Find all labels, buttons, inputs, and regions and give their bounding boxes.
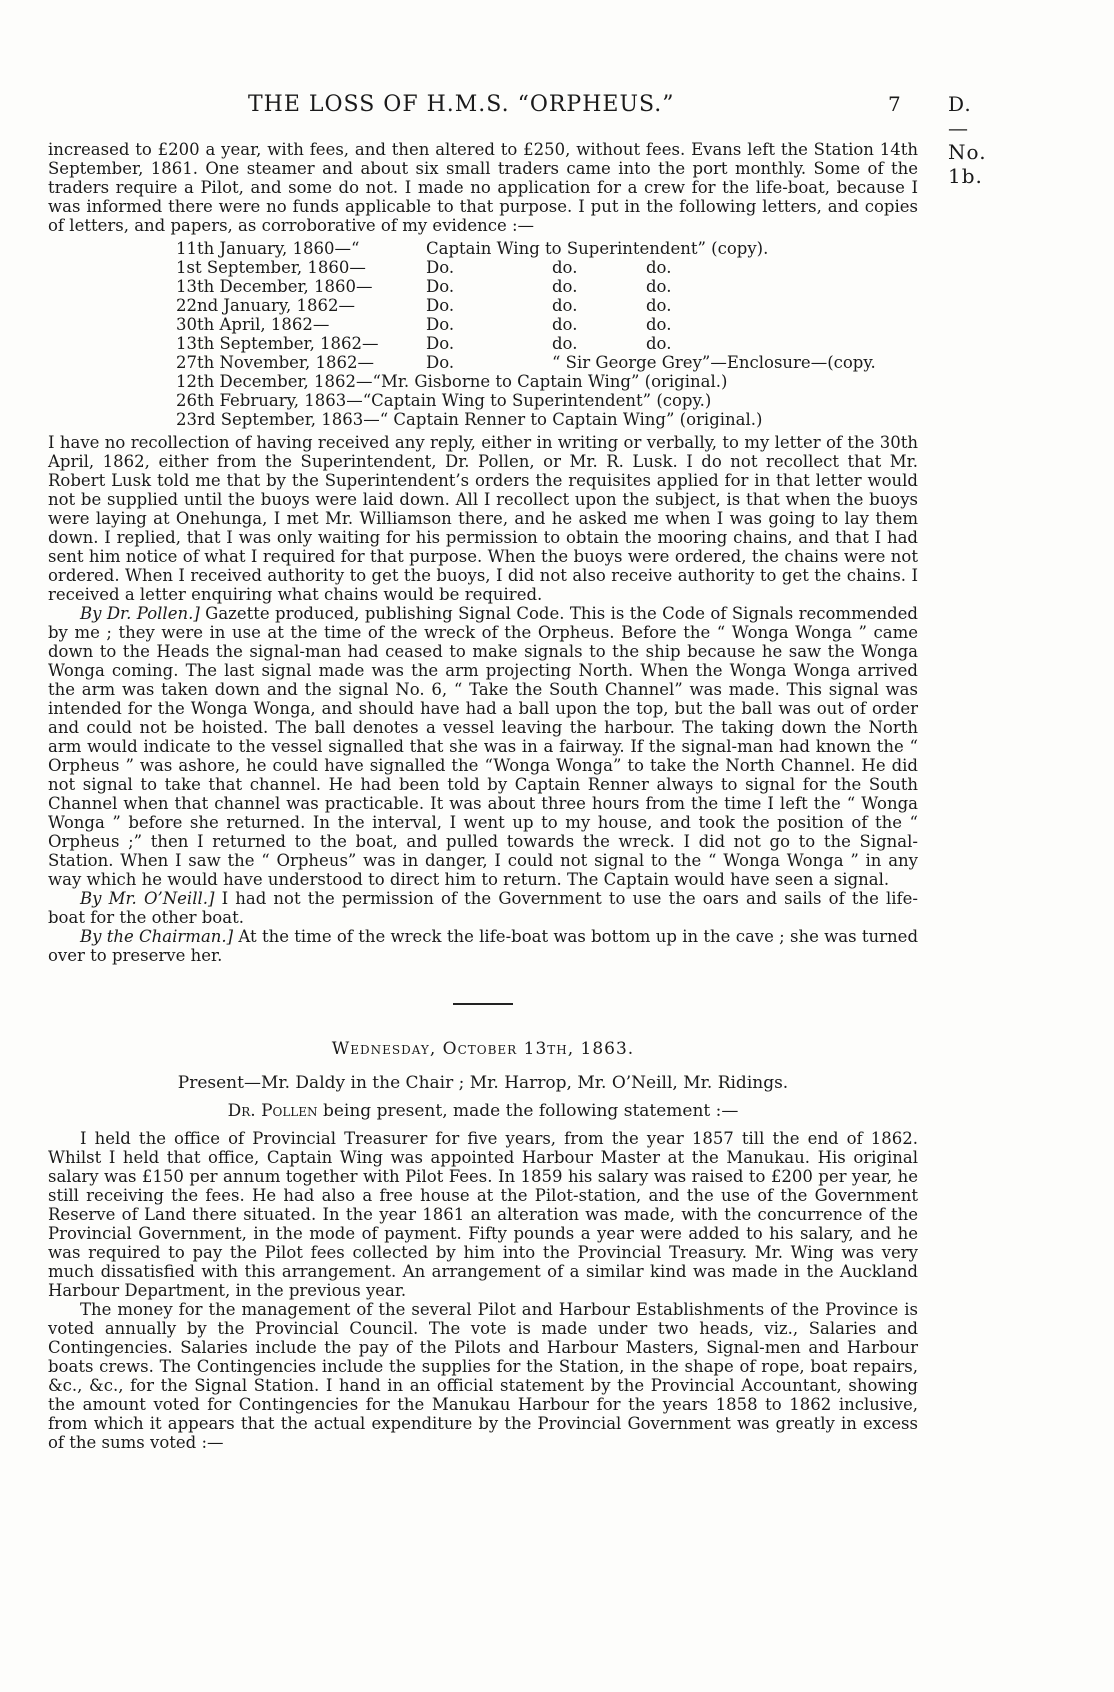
- list-item: 22nd January, 1862— Do. do. do.: [176, 296, 672, 315]
- pollen-testimony: [48, 604, 918, 889]
- list-item: 30th April, 1862— Do. do. do.: [176, 315, 672, 334]
- chairman-testimony: [48, 927, 918, 965]
- questioner-label: By the Chairman.]: [80, 927, 234, 946]
- page-number: 7: [888, 92, 901, 116]
- testimony-text: At the time of the wreck the life-boat was bottom up in the cave ; she was turned over to preserve her.: [48, 927, 919, 965]
- list-item: 27th November, 1862— Do. “ Sir George Grey”—Enclosure—(copy.: [176, 353, 876, 372]
- letters-list: [176, 239, 918, 429]
- list-item: 12th December, 1862—“Mr. Gisborne to Captain Wing” (original.): [176, 372, 728, 391]
- testimony-text: Gazette produced, publishing Signal Code. This is the Code of Signals recommended by me ; they were in use at the time of the wreck of the Orpheus. Before the “ Wonga Wonga ” came down to the Heads the signal-man had ceased to make signals to the ship because he saw the Wonga Wonga coming. The last signal made was the arm projecting North. When the Wonga Wonga arrived the arm was taken down and the signal No. 6, “ Take the South Channel” was made. This signal was intended for the Wonga Wonga, and should have had a ball upon the top, but the ball was out of order and could not be hoisted. The ball denotes a vessel leaving the harbour. The taking down the North arm would indicate to the vessel signalled that she was in a fairway. If the signal-man had known the “ Orpheus ” was ashore, he could have signalled the “Wonga Wonga” to take the North Channel. He did not signal to take that channel. He had been told by Captain Renner always to signal for the South Channel when that channel was practicable. It was about three hours from the time I left the “ Wonga Wonga ” before she returned. In the interval, I went up to my house, and took the position of the “ Orpheus ;” then I returned to the boat, and pulled towards the wreck. I did not go to the Signal-Station. When I saw the “ Orpheus” was in danger, I could not signal to the “ Wonga Wonga ” in any way which he would have understood to direct him to return. The Captain would have seen a signal.: [48, 604, 918, 889]
- page-title: THE LOSS OF H.M.S. “ORPHEUS.”: [248, 92, 675, 117]
- list-item: 26th February, 1863—“Captain Wing to Superintendent” (copy.): [176, 391, 712, 410]
- document-code: D.—No. 1b.: [948, 92, 987, 188]
- witness-name: Dr. Pollen: [227, 1101, 318, 1121]
- statement-paragraph: I held the office of Provincial Treasurer for five years, from the year 1857 till the end of 1862. Whilst I held that office, Captain Wing was appointed Harbour Master at the Manukau. His original salary was £150 per annum together with Pilot Fees. In 1859 his salary was raised to £200 per year, he still receiving the fees. He had also a free house at the Pilot-station, and the use of the Government Reserve of Land there situated. In the year 1861 an alteration was made, with the concurrence of the Provincial Government, in the mode of payment. Fifty pounds a year were added to his salary, and he was required to pay the Pilot fees collected by him into the Provincial Treasury. Mr. Wing was very much dissatisfied with this arrangement. An arrangement of a similar kind was made in the Auckland Harbour Department, in the previous year.: [48, 1129, 918, 1300]
- questioner-label: By Mr. O’Neill.]: [80, 889, 215, 908]
- list-item: 23rd September, 1863—“ Captain Renner to Captain Wing” (original.): [176, 410, 763, 429]
- recollection-paragraph: I have no recollection of having received any reply, either in writing or verbally, to my letter of the 30th April, 1862, either from the Superintendent, Dr. Pollen, or Mr. R. Lusk. I do not recollect that Mr. Robert Lusk told me that by the Superintendent’s orders the requisites applied for in that letter would not be supplied until the buoys were laid down. All I recollect upon the subject, is that when the buoys were laying at Onehunga, I met Mr. Williamson there, and he asked me when I was going to lay them down. I replied, that I was only waiting for his permission to obtain the mooring chains, and that I had sent him notice of what I required for that purpose. When the buoys were ordered, the chains were not ordered. When I received authority to get the buoys, I did not also receive authority to get the chains. I received a letter enquiring what chains would be required.: [48, 433, 918, 604]
- list-item: 13th December, 1860— Do. do. do.: [176, 277, 672, 296]
- list-item: 13th September, 1862— Do. do. do.: [176, 334, 672, 353]
- section-divider: [453, 1003, 513, 1005]
- intro-paragraph: increased to £200 a year, with fees, and then altered to £250, without fees. Evans left the Station 14th September, 1861. One steamer and about six small traders came into the port monthly. Some of the traders require a Pilot, and some do not. I made no application for a crew for the life-boat, because I was informed there were no funds applicable to that purpose. I put in the following letters, and copies of letters, and papers, as corroborative of my evidence :—: [48, 140, 918, 235]
- document-page: [48, 0, 987, 1452]
- statement-paragraph: The money for the management of the several Pilot and Harbour Establishments of the Province is voted annually by the Provincial Council. The vote is made under two heads, viz., Salaries and Contingencies. Salaries include the pay of the Pilots and Harbour Masters, Signal-men and Harbour boats crews. The Contingencies include the supplies for the Station, in the shape of rope, boat repairs, &c., &c., for the Signal Station. I hand in an official statement by the Provincial Accountant, showing the amount voted for Contingencies for the Manukau Harbour for the years 1858 to 1862 inclusive, from which it appears that the actual expenditure by the Provincial Government was greatly in excess of the sums voted :—: [48, 1300, 918, 1452]
- statement-intro: Dr. Pollen being present, made the following statement :—: [227, 1101, 739, 1121]
- testimony-text: I had not the permission of the Government to use the oars and sails of the life-boat for the other boat.: [48, 889, 918, 927]
- list-item: 11th January, 1860—“ Captain Wing to Superintendent” (copy).: [176, 239, 769, 258]
- oneill-testimony: [48, 889, 918, 927]
- questioner-label: By Dr. Pollen.]: [80, 604, 200, 623]
- present-line: Present—Mr. Daldy in the Chair ; Mr. Harrop, Mr. O’Neill, Mr. Ridings.: [177, 1073, 789, 1093]
- list-item: 1st September, 1860— Do. do. do.: [176, 258, 672, 277]
- session-date-heading: Wednesday, October 13th, 1863.: [331, 1039, 635, 1059]
